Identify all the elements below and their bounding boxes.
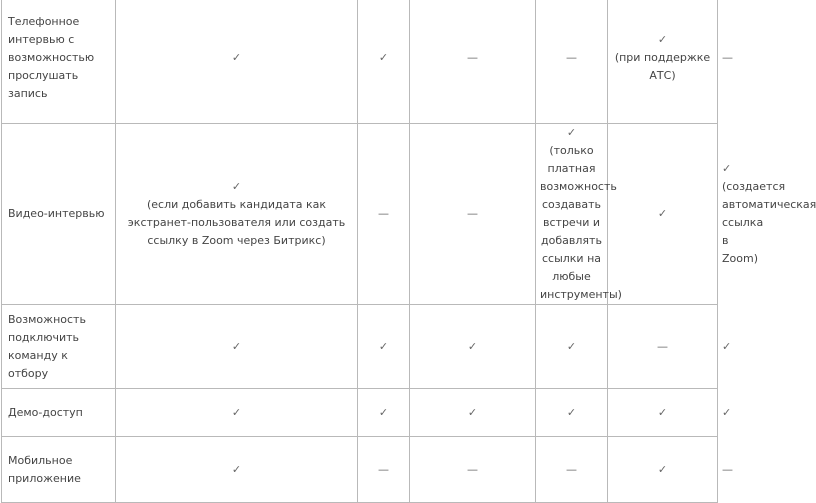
cell-mark: ✓: [657, 33, 668, 46]
cell-mark: —: [378, 207, 389, 220]
cell-mark: —: [378, 462, 389, 476]
table-row: Возможность подключить команду к отбору ✓ ✓ ✓ ✓ — ✓: [2, 305, 718, 389]
table-cell: [358, 0, 410, 124]
cell-mark: ✓: [378, 405, 389, 419]
table-cell: [608, 124, 718, 305]
cell-mark: ✓: [231, 51, 242, 64]
table-cell: [116, 124, 358, 305]
cell-mark: —: [467, 462, 478, 476]
cell-mark: ✓: [231, 339, 242, 353]
table-cell: [116, 389, 358, 437]
table-cell: [536, 305, 608, 389]
cell-note: (только платная возможность создавать встречи и добавлять ссылки на любые инструменты): [540, 144, 622, 301]
table-cell: [410, 437, 536, 503]
cell-mark: ✓: [566, 339, 577, 353]
cell-mark: ✓: [231, 405, 242, 419]
cell-mark: ✓: [467, 405, 478, 419]
cell-mark: ✓: [566, 126, 577, 139]
table-cell: [410, 124, 536, 305]
table-cell: [116, 305, 358, 389]
cell-mark: ✓: [657, 462, 668, 476]
table-row: Телефонное интервью с возможностью прослушать запись ✓ ✓ — — ✓ (при поддержке АТС) —: [2, 0, 718, 124]
cell-mark: ✓: [657, 405, 668, 419]
table-cell: [536, 437, 608, 503]
row-label: Телефонное интервью с возможностью прослушать запись: [2, 0, 116, 124]
table-cell: [358, 389, 410, 437]
row-label: Видео-интервью: [2, 124, 116, 305]
cell-note: (если добавить кандидата как экстранет-пользователя или создать ссылку в Zoom через Битрикс): [127, 198, 346, 247]
cell-mark: ✓: [231, 180, 242, 193]
cell-mark: —: [467, 51, 478, 64]
cell-mark: ✓: [467, 339, 478, 353]
row-label: Мобильное приложение: [2, 437, 116, 503]
cell-mark: —: [566, 462, 577, 476]
cell-mark: —: [566, 51, 577, 64]
table-cell: [608, 437, 718, 503]
table-cell: [410, 305, 536, 389]
table-cell: [410, 0, 536, 124]
table-cell: [536, 124, 622, 305]
cell-mark: ✓: [231, 462, 242, 476]
cell-mark: —: [657, 339, 668, 353]
table-row: Демо-доступ ✓ ✓ ✓ ✓ ✓ ✓: [2, 389, 718, 437]
cell-mark: ✓: [566, 405, 577, 419]
table-cell: [536, 389, 608, 437]
cell-mark: ✓: [378, 51, 389, 64]
table-cell: [608, 389, 718, 437]
row-label: Демо-доступ: [2, 389, 116, 437]
cell-mark: ✓: [378, 339, 389, 353]
cell-mark: ✓: [657, 207, 668, 220]
table-cell: [358, 437, 410, 503]
table-cell: [116, 437, 358, 503]
table-cell: [536, 0, 608, 124]
comparison-table: [1, 0, 816, 503]
table-cell: [116, 0, 358, 124]
cell-note: (при поддержке АТС): [614, 51, 711, 82]
table-cell: [358, 305, 410, 389]
table-row: Видео-интервью ✓ (если добавить кандидата как экстранет-пользователя или создать ссылку в Zoom через Битрикс) — — ✓ (только платная возможность создавать встречи и добавлять ссылки на любые инструменты) ✓ ✓ (создается автоматическая ссылка в Zoom): [2, 124, 718, 305]
row-label: Возможность подключить команду к отбору: [2, 305, 116, 389]
table-cell: [358, 124, 410, 305]
table-cell: [410, 389, 536, 437]
cell-mark: —: [467, 207, 478, 220]
table-cell: [608, 0, 718, 124]
table-cell: [608, 305, 718, 389]
table-row: Мобильное приложение ✓ — — — ✓ —: [2, 437, 718, 503]
